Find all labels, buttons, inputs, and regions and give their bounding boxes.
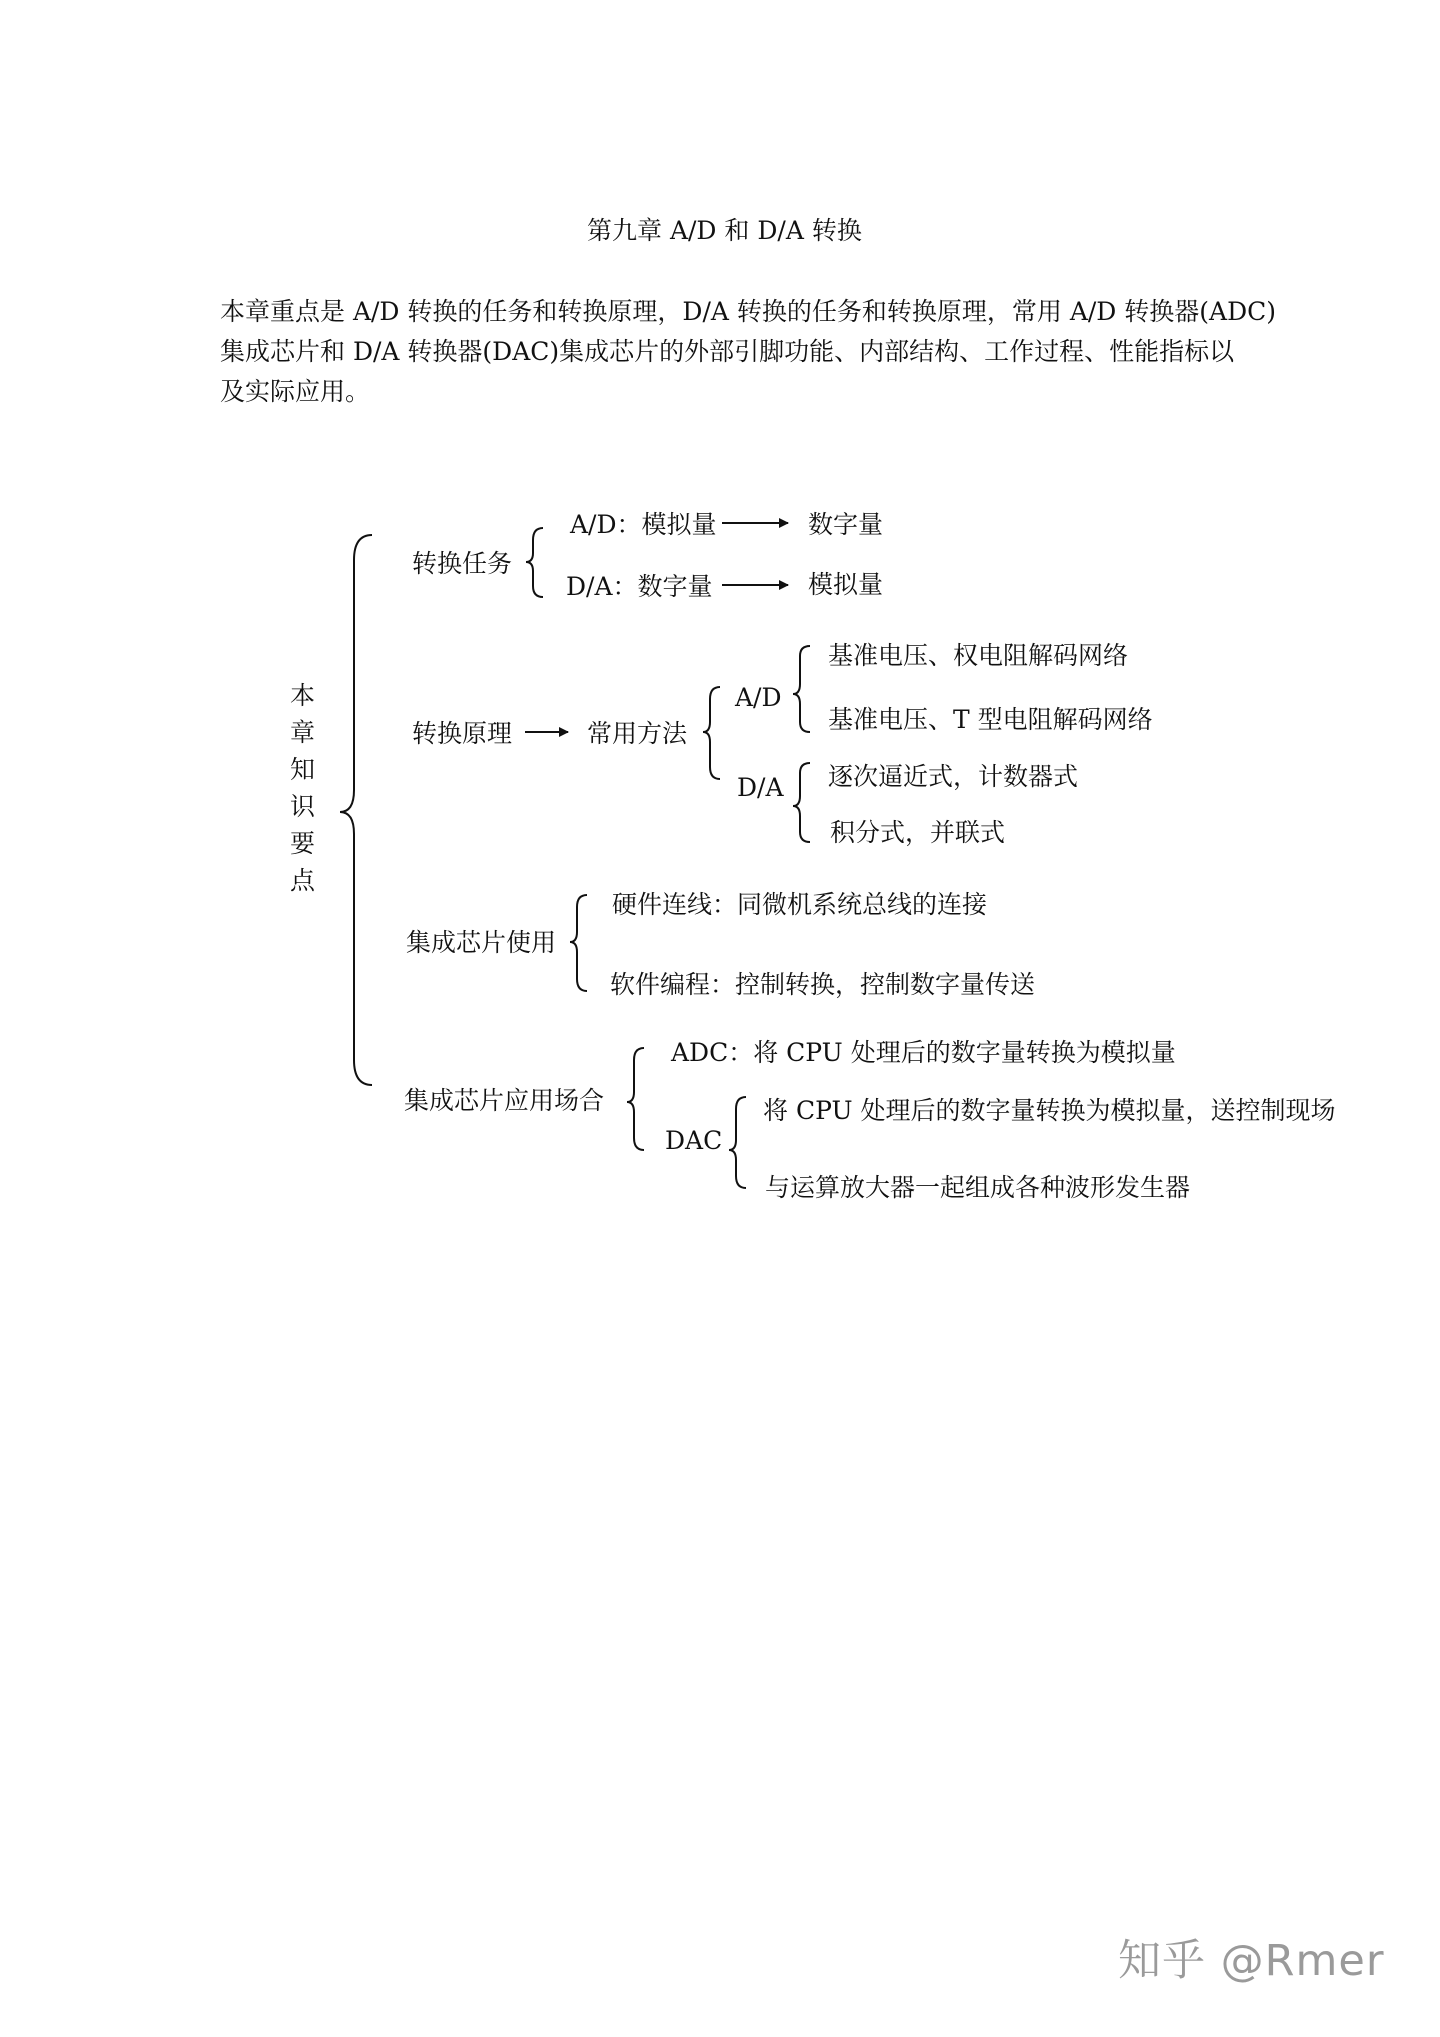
principle-brace [703,687,720,779]
intro-line-1: 本章重点是 A/D 转换的任务和转换原理，D/A 转换的任务和转换原理，常用 A/D 转换器(ADC) [220,297,1277,326]
dac-items-brace [729,1097,746,1188]
task-ad-result: 数字量 [808,510,884,539]
chapter-title: 第九章 A/D 和 D/A 转换 [587,216,862,245]
root-char-5: 要 [290,829,316,858]
principle-da-label: D/A [737,773,784,802]
task-brace [526,528,543,597]
intro-line-3: 及实际应用。 [220,377,371,406]
zhihu-watermark: 知乎 @Rmer [1118,1936,1385,1986]
root-char-4: 识 [290,792,316,821]
chip-app-label: 集成芯片应用场合 [404,1086,605,1115]
principle-ad-label: A/D [735,683,782,712]
root-brace [340,535,372,1085]
principle-ad-item-1: 基准电压、权电阻解码网络 [828,641,1129,670]
principle-da-item-1: 逐次逼近式，计数器式 [828,762,1079,791]
da-items-brace [793,763,810,842]
chip-app-brace [627,1048,644,1150]
chip-app-dac-item-1: 将 CPU 处理后的数字量转换为模拟量，送控制现场 [763,1096,1336,1125]
chip-use-brace [570,895,587,991]
intro-line-2: 集成芯片和 D/A 转换器(DAC)集成芯片的外部引脚功能、内部结构、工作过程、性能指标以 [220,337,1235,366]
root-char-1: 本 [290,681,316,710]
root-char-3: 知 [290,755,316,784]
principle-method: 常用方法 [587,719,688,748]
root-char-6: 点 [290,866,316,895]
chip-app-dac-item-2: 与运算放大器一起组成各种波形发生器 [765,1173,1191,1202]
chip-use-label: 集成芯片使用 [406,928,557,957]
ad-items-brace [793,646,810,732]
task-da-result: 模拟量 [808,570,884,599]
chip-app-dac-label: DAC [665,1126,723,1155]
chip-app-adc: ADC：将 CPU 处理后的数字量转换为模拟量 [671,1038,1176,1067]
task-ad-label: A/D：模拟量 [570,510,717,539]
chip-use-item-2: 软件编程：控制转换，控制数字量传送 [610,970,1036,999]
principle-ad-item-2: 基准电压、T 型电阻解码网络 [828,705,1153,734]
principle-label: 转换原理 [412,719,513,748]
chip-use-item-1: 硬件连线：同微机系统总线的连接 [612,890,988,919]
task-da-label: D/A：数字量 [566,572,713,601]
task-label: 转换任务 [412,549,513,578]
principle-da-item-2: 积分式，并联式 [830,818,1006,847]
root-char-2: 章 [290,718,316,747]
